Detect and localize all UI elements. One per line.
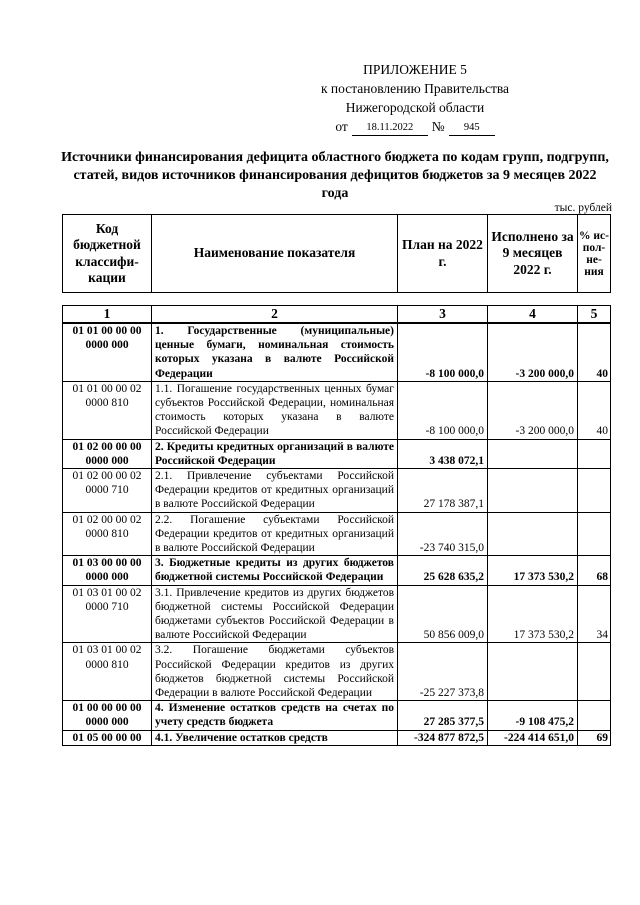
plan-cell: -8 100 000,0 [398,323,488,381]
header-done: Исполнено за 9 месяцев 2022 г. [488,215,578,293]
percent-cell [578,469,611,513]
plan-cell: -324 877 872,5 [398,730,488,745]
name-cell: 3.1. Привлечение кредитов из других бюджетов бюджетной системы Российской Федерации бюджетами субъектов Российской Федерации в валюте Российской Федерации [152,585,398,643]
plan-cell: -23 740 315,0 [398,512,488,556]
percent-cell [578,701,611,730]
percent-cell: 34 [578,585,611,643]
name-cell: 1. Государственные (муниципальные) ценные бумаги, номинальная стоимость которых указана в валюте Российской Федерации [152,323,398,381]
name-cell: 2.1. Привлечение субъектами Российской Федерации кредитов от кредитных организаций в валюте Российской Федерации [152,469,398,513]
document-title: Источники финансирования дефицита областного бюджета по кодам групп, подгрупп, статей, видов источников финансирования дефицитов бюджетов за 9 месяцев 2022 года [61,150,609,201]
table-row [63,512,611,556]
decree-number: 945 [449,121,495,136]
header-code: Код бюджетной классифи-кации [63,215,152,293]
code-cell: 01 05 00 00 00 [63,730,152,745]
decree-date: 18.11.2022 [352,121,428,136]
number-label: № [431,119,445,134]
plan-cell: 27 178 387,1 [398,469,488,513]
done-cell: 17 373 530,2 [488,585,578,643]
annex-line-1: к постановлению Правительства [320,81,510,96]
percent-cell [578,439,611,468]
code-cell: 01 02 00 00 00 0000 000 [63,439,152,468]
name-cell: 3.2. Погашение бюджетами субъектов Российской Федерации кредитов из других бюджетов бюджетной системы Российской Федерации в валюте Российской Федерации [152,643,398,701]
name-cell: 3. Бюджетные кредиты из других бюджетов бюджетной системы Российской Федерации [152,556,398,585]
done-cell [488,439,578,468]
table-row [63,469,611,513]
col-number: 4 [488,306,578,324]
table-row [63,381,611,439]
done-cell [488,469,578,513]
done-cell: -3 200 000,0 [488,323,578,381]
plan-cell: -25 227 373,8 [398,643,488,701]
header-plan: План на 2022 г. [398,215,488,293]
done-cell: -3 200 000,0 [488,381,578,439]
name-cell: 1.1. Погашение государственных ценных бумаг субъектов Российской Федерации, номинальная стоимость которых указана в валюте Российской Федерации [152,381,398,439]
annex-block [300,60,530,136]
col-number: 2 [152,306,398,324]
name-cell: 4. Изменение остатков средств на счетах по учету средств бюджета [152,701,398,730]
column-numbers-row [63,306,611,324]
plan-cell: 50 856 009,0 [398,585,488,643]
table-row [63,439,611,468]
annex-reference [335,117,494,136]
done-cell: 17 373 530,2 [488,556,578,585]
code-cell: 01 01 00 00 00 0000 000 [63,323,152,381]
percent-cell: 40 [578,381,611,439]
percent-cell [578,643,611,701]
data-table [62,305,611,746]
name-cell: 4.1. Увеличение остатков средств [152,730,398,745]
from-label: от [335,119,348,134]
table-row [63,585,611,643]
plan-cell: -8 100 000,0 [398,381,488,439]
percent-cell: 40 [578,323,611,381]
code-cell: 01 00 00 00 00 0000 000 [63,701,152,730]
col-number: 5 [578,306,611,324]
done-cell [488,512,578,556]
col-number: 3 [398,306,488,324]
table-header [62,214,611,293]
code-cell: 01 03 01 00 02 0000 810 [63,643,152,701]
header-name: Наименование показателя [152,215,398,293]
col-number: 1 [63,306,152,324]
header-percent: % ис-пол-не-ния [578,215,611,293]
plan-cell: 27 285 377,5 [398,701,488,730]
table-row [63,323,611,381]
done-cell: -224 414 651,0 [488,730,578,745]
percent-cell: 69 [578,730,611,745]
plan-cell: 25 628 635,2 [398,556,488,585]
name-cell: 2.2. Погашение субъектами Российской Федерации кредитов от кредитных организаций в валюте Российской Федерации [152,512,398,556]
code-cell: 01 02 00 00 02 0000 810 [63,512,152,556]
code-cell: 01 02 00 00 02 0000 710 [63,469,152,513]
code-cell: 01 03 01 00 02 0000 710 [63,585,152,643]
annex-line-2: Нижегородской области [345,100,485,115]
table-row [63,556,611,585]
table-row [63,643,611,701]
units-label: тыс. рублей [554,202,612,214]
code-cell: 01 01 00 00 02 0000 810 [63,381,152,439]
name-cell: 2. Кредиты кредитных организаций в валюте Российской Федерации [152,439,398,468]
percent-cell [578,512,611,556]
plan-cell: 3 438 072,1 [398,439,488,468]
percent-cell: 68 [578,556,611,585]
table-row [63,730,611,745]
annex-title: ПРИЛОЖЕНИЕ 5 [363,62,467,77]
code-cell: 01 03 00 00 00 0000 000 [63,556,152,585]
done-cell: -9 108 475,2 [488,701,578,730]
table-row [63,701,611,730]
done-cell [488,643,578,701]
